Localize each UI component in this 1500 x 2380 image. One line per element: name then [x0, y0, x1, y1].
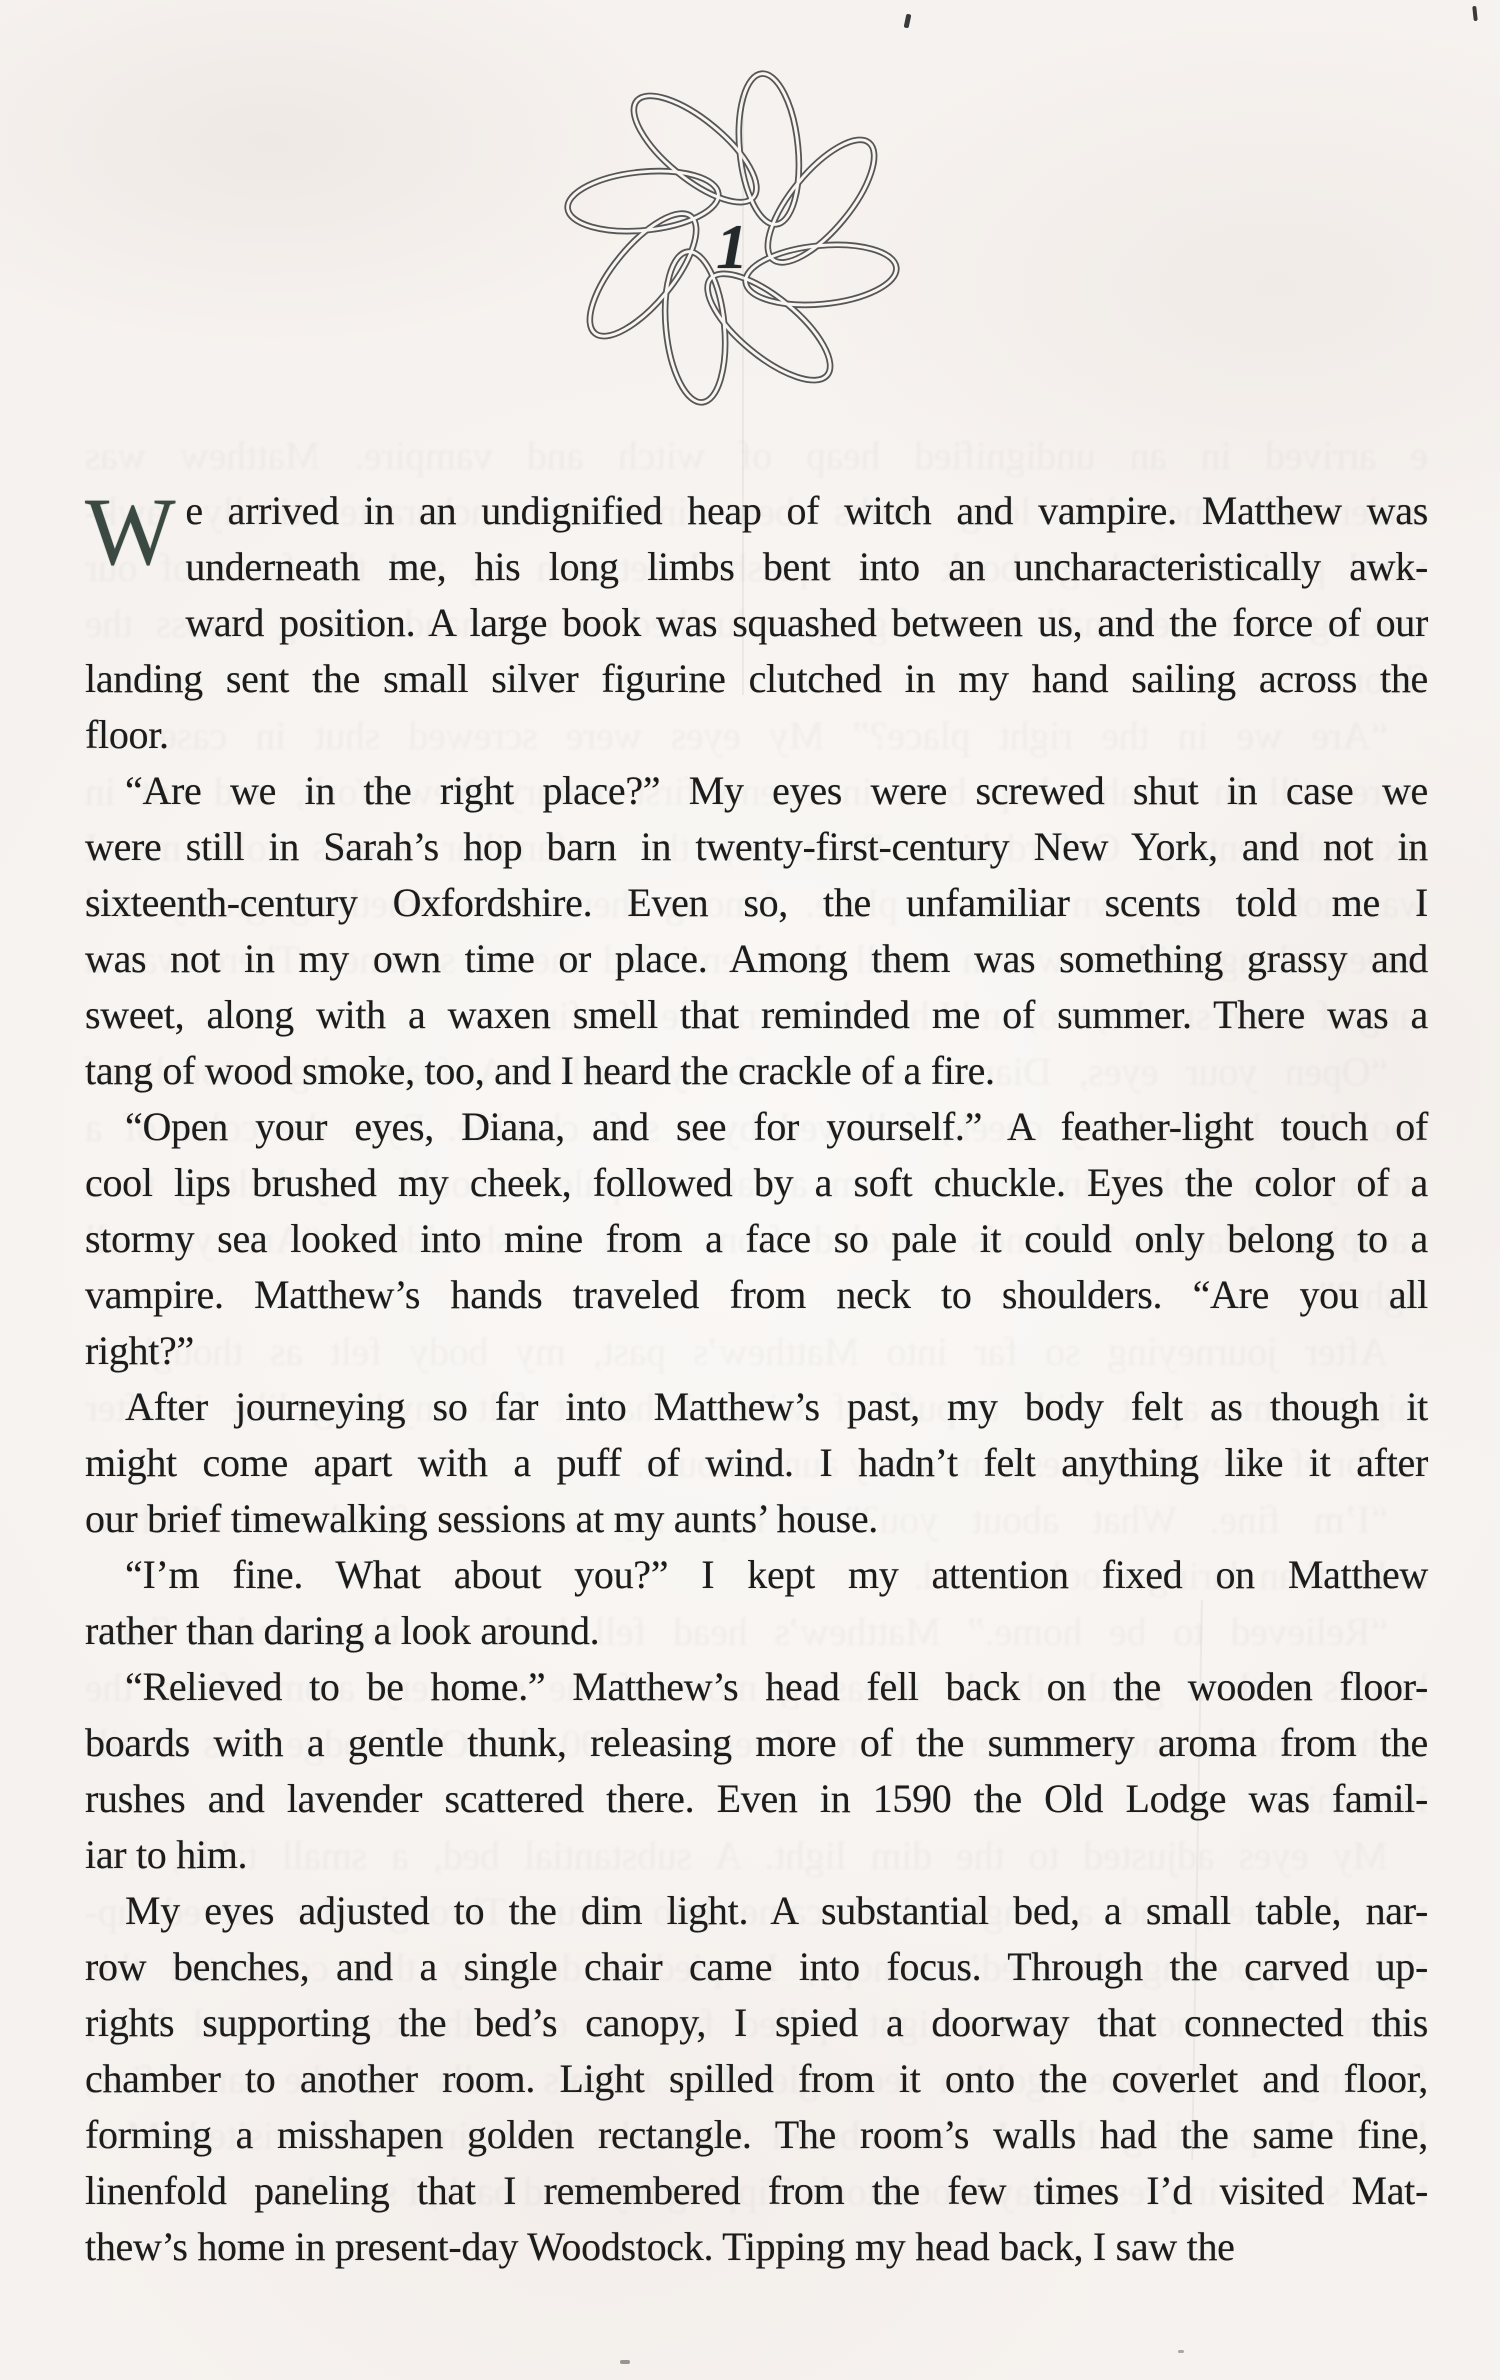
text-line: were still in Sarah’s hop barn in twenty-first-century New York, and not in [85, 824, 1428, 869]
paragraph [85, 478, 1428, 763]
text-line: underneath me, his long limbs bent into an uncharacteristically awk- [185, 544, 1428, 589]
text-line: floor. [85, 712, 169, 757]
text-line: sixteenth-century Oxfordshire. Even so, the unfamiliar scents told me I [85, 880, 1428, 925]
text-block [85, 478, 1428, 2275]
text-line: sweet, along with a waxen smell that reminded me of summer. There was a [85, 992, 1428, 1037]
drop-cap-letter: W [85, 478, 176, 585]
text-line: linenfold paneling that I remembered from the few times I’d visited Mat- [85, 2168, 1428, 2213]
text-line: landing sent the small silver figurine clutched in my hand sailing across the [85, 656, 1428, 701]
text-line: cool lips brushed my cheek, followed by a soft chuckle. Eyes the color of a [85, 1160, 1428, 1205]
text-line: rights supporting the bed’s canopy, I spied a doorway that connected this [85, 2000, 1428, 2045]
text-line: our brief timewalking sessions at my aunts’ house. [85, 1496, 879, 1541]
text-line: tang of wood smoke, too, and I heard the crackle of a fire. [85, 1048, 995, 1093]
text-line: “Are we in the right place?” My eyes were screwed shut in case we [125, 768, 1428, 813]
paragraph [85, 1379, 1428, 1547]
text-line: was not in my own time or place. Among them was something grassy and [85, 936, 1428, 981]
scan-speck [1178, 2350, 1184, 2353]
text-line: “Open your eyes, Diana, and see for yourself.” A feather-light touch of [125, 1104, 1428, 1149]
text-line: “I’m fine. What about you?” I kept my attention fixed on Matthew [125, 1552, 1428, 1597]
text-line: right?” [85, 1328, 194, 1373]
text-line [85, 428, 1428, 484]
paragraph [85, 1547, 1428, 1659]
text-line: boards with a gentle thunk, releasing more of the summery aroma from the [85, 1720, 1428, 1765]
text-line: forming a misshapen golden rectangle. The room’s walls had the same fine, [85, 2112, 1428, 2157]
text-line: After journeying so far into Matthew’s past, my body felt as though it [125, 1384, 1428, 1429]
text-line: thew’s home in present-day Woodstock. Tipping my head back, I saw the [85, 2224, 1235, 2269]
text-line: “Relieved to be home.” Matthew’s head fell back on the wooden floor- [125, 1664, 1428, 1709]
chapter-ornament [560, 52, 904, 424]
chapter-number: 1 [716, 211, 748, 282]
text-line: rushes and lavender scattered there. Even in 1590 the Old Lodge was famil- [85, 1776, 1428, 1821]
text-line: My eyes adjusted to the dim light. A substantial bed, a small table, nar- [125, 1888, 1428, 1933]
paragraph [85, 763, 1428, 1099]
scan-speck [1472, 6, 1478, 21]
text-line: chamber to another room. Light spilled from it onto the coverlet and floor, [85, 2056, 1428, 2101]
scan-speck [904, 14, 912, 29]
text-line: ward position. A large book was squashed between us, and the force of our [185, 600, 1428, 645]
text-line: e arrived in an undignified heap of witch and vampire. Matthew was [185, 488, 1428, 533]
text-line: stormy sea looked into mine from a face so pale it could only belong to a [85, 1216, 1428, 1261]
text-line: iar to him. [85, 1832, 248, 1877]
text-line: vampire. Matthew’s hands traveled from neck to shoulders. “Are you all [85, 1272, 1428, 1317]
paragraph [85, 1099, 1428, 1379]
text-line: rather than daring a look around. [85, 1608, 600, 1653]
text-line: might come apart with a puff of wind. I hadn’t felt anything like it after [85, 1440, 1428, 1485]
paragraph [85, 1883, 1428, 2275]
scan-speck [620, 2360, 630, 2364]
text-line: row benches, and a single chair came into focus. Through the carved up- [85, 1944, 1428, 1989]
paragraph [85, 1659, 1428, 1883]
